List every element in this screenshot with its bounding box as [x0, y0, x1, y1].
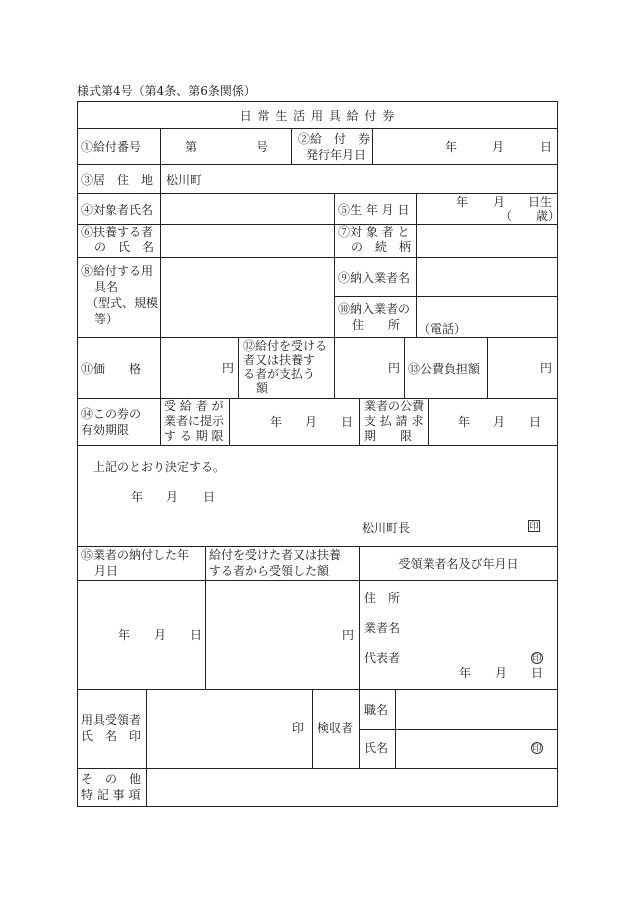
supporter-label-2: の 氏 名: [94, 240, 155, 254]
present-deadline-label-1: 受 給 者 が: [164, 399, 224, 413]
subject-name-label: ④対象者氏名: [81, 202, 154, 217]
inspector-title-label: 職名: [364, 703, 389, 717]
rule: [77, 689, 558, 690]
claim-day: 日: [529, 415, 542, 429]
received-amount-label-2: する者から受領した額: [209, 564, 330, 578]
rule: [229, 398, 230, 445]
rule: [77, 806, 558, 807]
rule: [557, 101, 558, 806]
tool-recipient-seal-text: 印: [292, 721, 305, 735]
decision-month: 月: [166, 490, 179, 504]
present-day: 日: [341, 415, 354, 429]
delivered-date-label-2: 月日: [94, 564, 119, 578]
present-deadline-label-2: 業者に提示: [164, 414, 225, 428]
decision-year: 年: [131, 490, 144, 504]
vendor-address-label-1: ⑩納入業者の: [338, 302, 411, 316]
issue-month: 月: [492, 140, 505, 154]
claim-deadline-label-1: 業者の公費: [364, 399, 425, 413]
issue-date-label-1: ②給 付 券: [298, 132, 371, 146]
vendor-company-label: 業者名: [364, 621, 401, 635]
rule: [428, 398, 429, 445]
rule: [77, 445, 558, 446]
birth-day: 日生: [528, 195, 553, 209]
price-yen: 円: [222, 361, 235, 375]
birthdate-label: ⑤生 年 月 日: [338, 202, 410, 217]
rule: [312, 689, 313, 768]
item-label-3: （型式、規模: [86, 296, 159, 310]
inspector-seal-mark: 印: [532, 744, 542, 754]
supporter-label-1: ⑥扶養する者: [81, 225, 154, 239]
inspector-name-label: 氏名: [364, 741, 389, 755]
address-label: ③居 住 地: [81, 172, 154, 187]
rule: [77, 257, 558, 258]
rule: [160, 193, 161, 337]
received-amount-yen: 円: [342, 628, 355, 642]
grant-number-prefix: 第: [185, 140, 198, 154]
rule: [238, 337, 239, 398]
grant-number-suffix: 号: [256, 140, 269, 154]
public-burden-label: ⑬公費負担額: [408, 361, 481, 376]
item-label-2: 具名: [94, 280, 119, 294]
payer-amount-label-4: 額: [256, 381, 269, 395]
present-month: 月: [305, 415, 318, 429]
rule: [160, 398, 161, 445]
payer-amount-label-2: 者又は扶養す: [243, 353, 316, 367]
vendor-rep-seal-mark: 印: [532, 654, 542, 664]
payer-amount-yen: 円: [388, 361, 401, 375]
rule: [395, 689, 396, 768]
vendor-receipt-month: 月: [495, 666, 508, 680]
tool-recipient-label-1: 用具受領者: [81, 713, 142, 727]
form-number: 様式第4号（第4条、第6条関係）: [77, 84, 256, 98]
item-label-4: 等）: [94, 312, 119, 326]
rule: [146, 689, 147, 806]
vendor-receipt-year: 年: [459, 666, 472, 680]
payer-amount-label-3: る者が支払う: [243, 367, 316, 381]
vendor-address-field-label: 住 所: [364, 591, 401, 605]
birth-month: 月: [493, 195, 506, 209]
rule: [334, 296, 558, 297]
vendor-receipt-day: 日: [531, 666, 544, 680]
form-title: 日 常 生 活 用 具 給 付 券: [239, 108, 396, 123]
address-value: 松川町: [166, 172, 203, 187]
decision-day: 日: [203, 490, 216, 504]
claim-month: 月: [493, 415, 506, 429]
inspector-label: 検収者: [317, 721, 354, 735]
claim-year: 年: [458, 415, 471, 429]
delivered-month: 月: [154, 628, 167, 642]
rule: [160, 337, 161, 398]
birth-year: 年: [456, 195, 469, 209]
validity-label-1: ⑭この券の: [81, 407, 142, 421]
rule: [359, 398, 360, 445]
rule: [77, 398, 558, 399]
vendor-receipt-header: 受領業者名及び年月日: [398, 557, 519, 571]
decision-text: 上記のとおり決定する。: [93, 460, 226, 474]
public-burden-yen: 円: [540, 361, 553, 375]
delivered-year: 年: [118, 628, 131, 642]
vendor-name-label: ⑨納入業者名: [338, 270, 411, 285]
mayor-label: 松川町長: [362, 521, 411, 535]
rule: [160, 164, 161, 193]
received-amount-label-1: 給付を受けた者又は扶養: [209, 548, 342, 562]
rule: [77, 101, 78, 806]
delivered-date-label-1: ⑮業者の納付した年: [81, 548, 190, 562]
issue-day: 日: [540, 140, 553, 154]
vendor-phone-label: （電話）: [418, 322, 467, 336]
notes-label-2: 特 記 事 項: [81, 788, 141, 802]
relationship-label-1: ⑦対 象 者 と: [338, 225, 410, 239]
notes-label-1: そ の 他: [81, 772, 142, 786]
rule: [487, 337, 488, 398]
relationship-label-2: の 続 柄: [351, 240, 412, 254]
mayor-seal-mark: 印: [529, 522, 539, 532]
rule: [334, 337, 335, 398]
vendor-rep-label: 代表者: [364, 651, 401, 665]
rule: [77, 580, 558, 581]
item-label-1: ⑧給付する用: [81, 264, 154, 278]
rule: [404, 337, 405, 398]
payer-amount-label-1: ⑫給付を受ける: [243, 339, 328, 353]
vendor-address-label-2: 住 所: [352, 318, 401, 332]
delivered-day: 日: [190, 628, 203, 642]
rule: [416, 257, 417, 337]
rule: [160, 128, 161, 164]
price-label: ⑪価 格: [81, 361, 142, 376]
issue-date-label-2: 発行年月日: [306, 148, 367, 162]
issue-year: 年: [445, 140, 458, 154]
rule: [205, 546, 206, 689]
tool-recipient-label-2: 氏 名 印: [81, 729, 142, 743]
rule: [372, 128, 373, 164]
age: （ 歳）: [500, 209, 561, 223]
rule: [77, 768, 558, 769]
rule: [359, 689, 360, 768]
rule: [359, 729, 558, 730]
present-deadline-label-3: す る 期 限: [164, 429, 224, 443]
grant-number-label: ①給付番号: [81, 140, 142, 154]
validity-label-2: 有効期限: [81, 423, 130, 437]
claim-deadline-label-3: 期 限: [364, 429, 413, 443]
claim-deadline-label-2: 支 払 請 求: [364, 414, 424, 428]
present-year: 年: [270, 415, 283, 429]
rule: [291, 128, 292, 164]
rule: [416, 193, 417, 257]
rule: [334, 193, 335, 337]
